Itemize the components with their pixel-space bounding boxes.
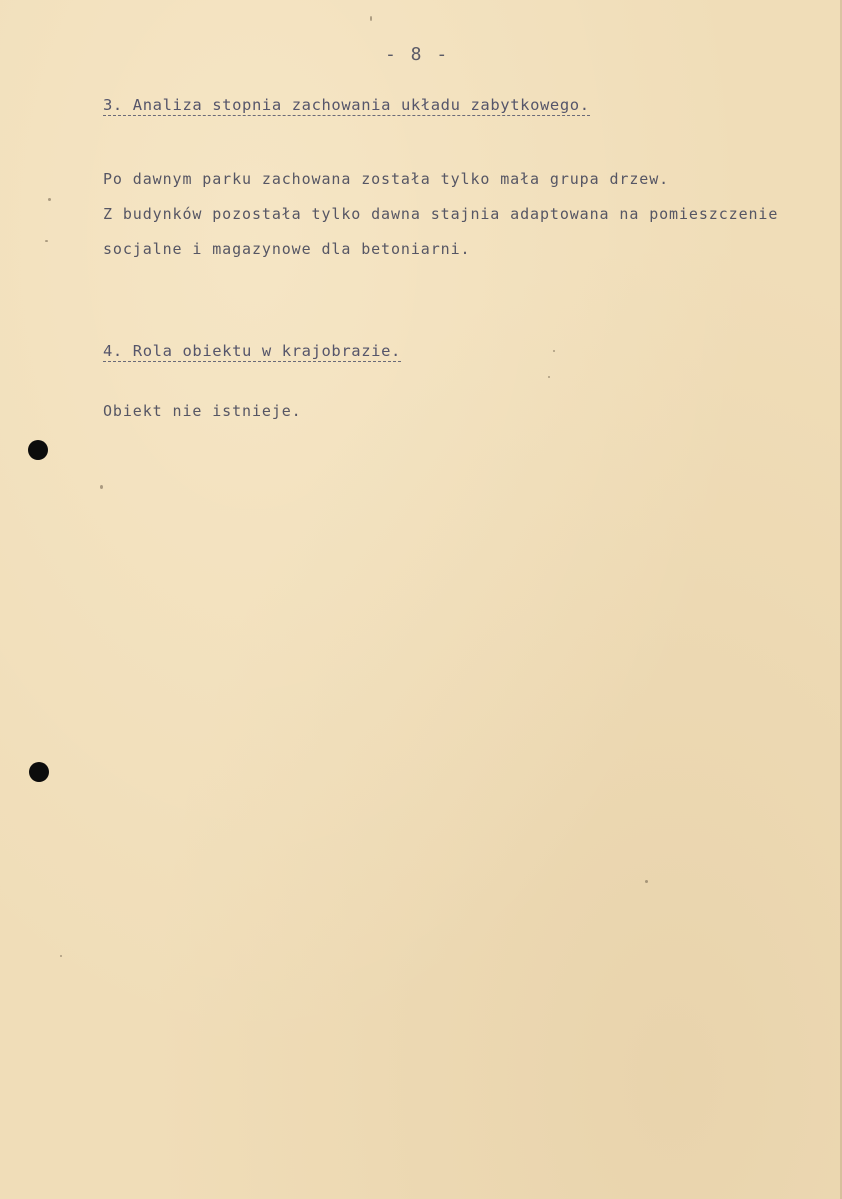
punch-hole (28, 440, 48, 460)
punch-hole (29, 762, 49, 782)
section-3-line-3: socjalne i magazynowe dla betoniarni. (103, 240, 471, 258)
paper-speck (553, 350, 555, 352)
paper-speck (45, 240, 48, 242)
page-number: - 8 - (385, 44, 450, 65)
paper-speck (48, 198, 51, 201)
paper-speck (60, 955, 62, 957)
section-3-line-2: Z budynków pozostała tylko dawna stajnia adaptowana na pomieszczenie (103, 205, 779, 223)
paper-speck (548, 376, 550, 378)
paper-speck (645, 880, 648, 883)
paper-speck (370, 16, 372, 21)
section-4-heading: 4. Rola obiektu w krajobrazie. (103, 342, 401, 360)
section-3-heading: 3. Analiza stopnia zachowania układu zabytkowego. (103, 96, 590, 114)
section-4-line-1: Obiekt nie istnieje. (103, 402, 302, 420)
paper-speck (100, 485, 103, 489)
section-3-line-1: Po dawnym parku zachowana została tylko mała grupa drzew. (103, 170, 670, 188)
